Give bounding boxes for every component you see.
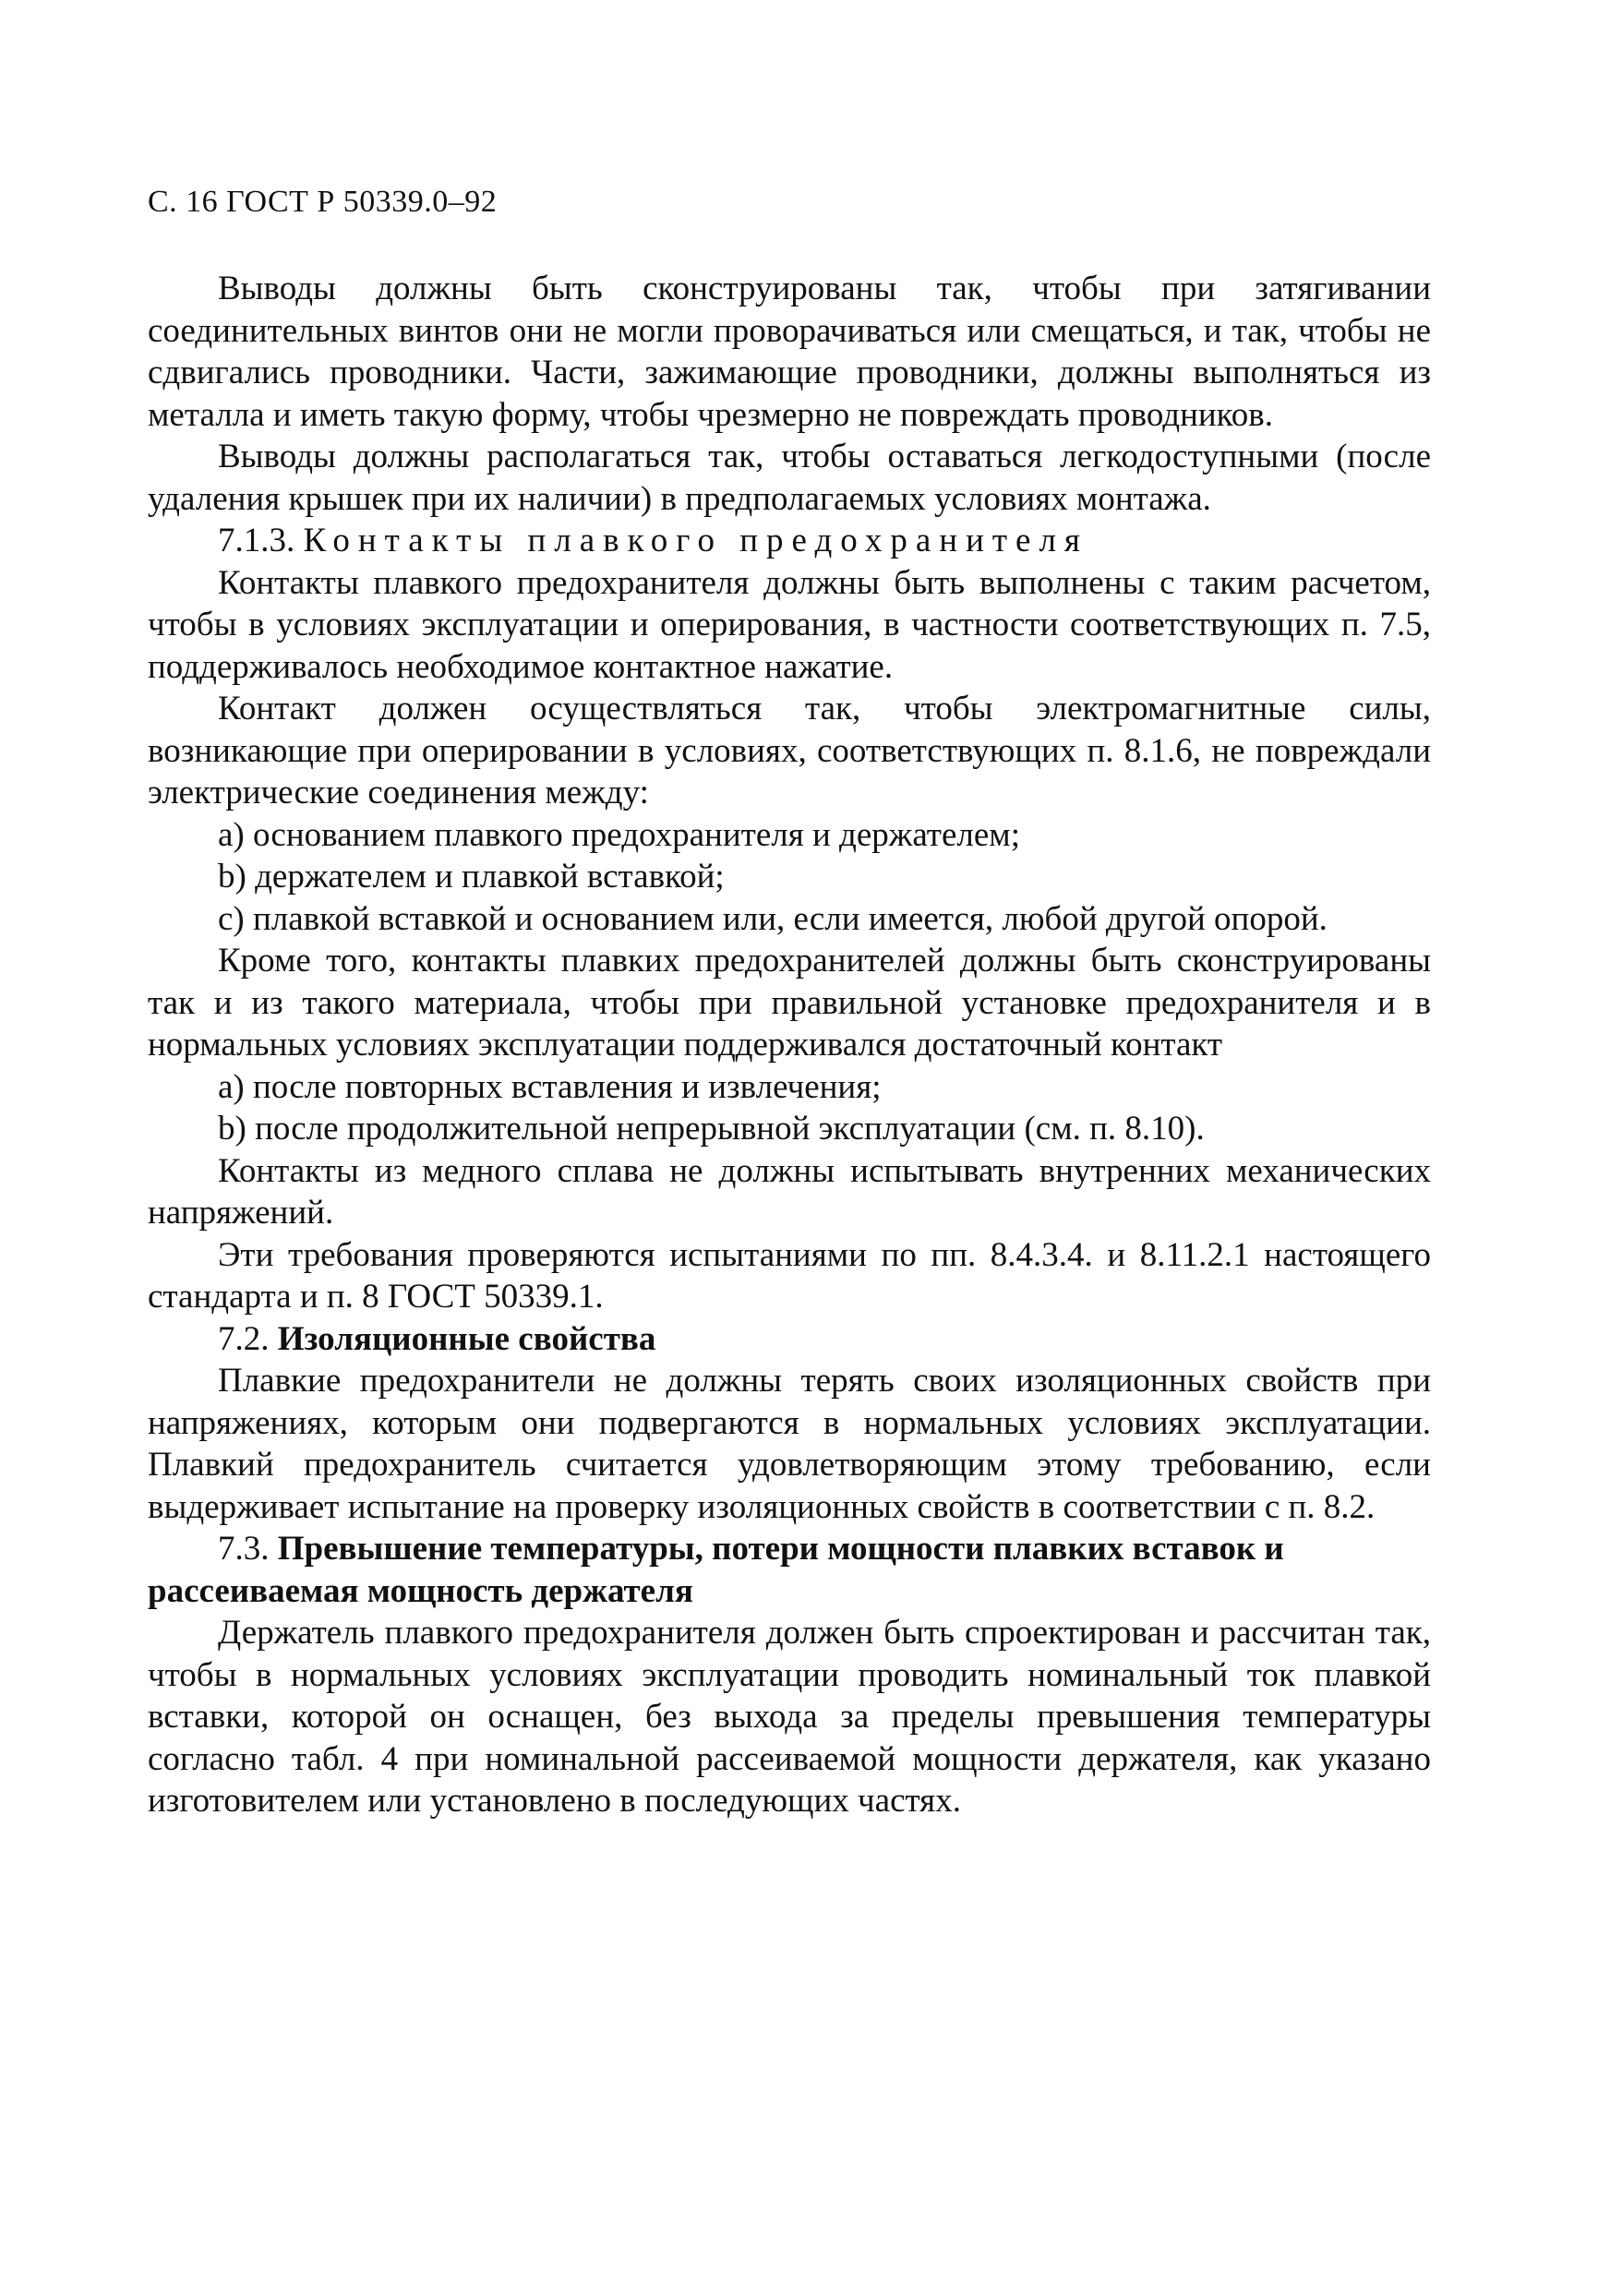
paragraph: Контакты из медного сплава не должны испытывать внутренних механических напряжений. xyxy=(148,1151,1431,1232)
paragraph: Выводы должны быть сконструированы так, чтобы при затягивании соединительных винтов они не могли проворачиваться или смещаться, и так, чтобы не сдвигались проводники. Части, зажимающие проводники, должны выполняться из металла и иметь такую форму, чтобы чрезмерно не повреждать проводников. xyxy=(148,270,1431,434)
paragraph: Кроме того, контакты плавких предохранителей должны быть сконструированы так и из такого материала, чтобы при правильной установке предохранителя и в нормальных условиях эксплуатации поддерживался достаточный контакт xyxy=(148,942,1431,1064)
section-heading-7-2 xyxy=(148,1318,1431,1361)
list-item: a) после повторных вставления и извлечения; xyxy=(218,1067,882,1106)
list-item: a) основанием плавкого предохранителя и держателем; xyxy=(218,815,1020,854)
list-item: b) после продолжительной непрерывной эксплуатации (см. п. 8.10). xyxy=(218,1110,1205,1148)
section-title: Контакты плавкого предохранителя xyxy=(303,522,1088,559)
paragraph: Выводы должны располагаться так, чтобы оставаться легкодоступными (после удаления крышек при их наличии) в предполагаемых условиях монтажа. xyxy=(148,438,1431,518)
paragraph: Контакт должен осуществляться так, чтобы электромагнитные силы, возникающие при оперировании в условиях, соответствующих п. 8.1.6, не повреждали электрические соединения между: xyxy=(148,690,1431,811)
page-header: С. 16 ГОСТ Р 50339.0–92 xyxy=(148,185,498,219)
paragraph: Контакты плавкого предохранителя должны быть выполнены с таким расчетом, чтобы в условиях эксплуатации и оперирования, в частности соответствующих п. 7.5, поддерживалось необходимое контактное нажатие. xyxy=(148,563,1431,686)
paragraph: Эти требования проверяются испытаниями по пп. 8.4.3.4. и 8.11.2.1 настоящего стандарта и п. 8 ГОСТ 50339.1. xyxy=(148,1235,1431,1316)
section-heading-7-1-3 xyxy=(148,520,1431,562)
section-number: 7.3. xyxy=(218,1530,270,1568)
paragraph: Плавкие предохранители не должны терять своих изоляционных свойств при напряжениях, которым они подвергаются в нормальных условиях эксплуатации. Плавкий предохранитель считается удовлетворяющим этому требованию, если выдерживает испытание на проверку изоляционных свойств в соответствии с п. 8.2. xyxy=(148,1362,1431,1526)
list-item: c) плавкой вставкой и основанием или, если имеется, любой другой опорой. xyxy=(218,899,1328,938)
section-title: Изоляционные свойства xyxy=(277,1319,656,1358)
section-title: Превышение температуры, потери мощности плавких вставок и рассеиваемая мощность держателя xyxy=(148,1530,1284,1610)
section-heading-7-3 xyxy=(148,1528,1431,1612)
paragraph: Держатель плавкого предохранителя должен быть спроектирован и рассчитан так, чтобы в нормальных условиях эксплуатации проводить номинальный ток плавкой вставки, которой он оснащен, без выхода за пределы превышения температуры согласно табл. 4 при номинальной рассеиваемой мощности держателя, как указано изготовителем или установлено в последующих частях. xyxy=(148,1614,1431,1820)
list-item: b) держателем и плавкой вставкой; xyxy=(218,858,725,896)
section-number: 7.2. xyxy=(218,1319,270,1358)
document-body xyxy=(148,268,1431,1822)
section-number: 7.1.3. xyxy=(218,522,295,559)
